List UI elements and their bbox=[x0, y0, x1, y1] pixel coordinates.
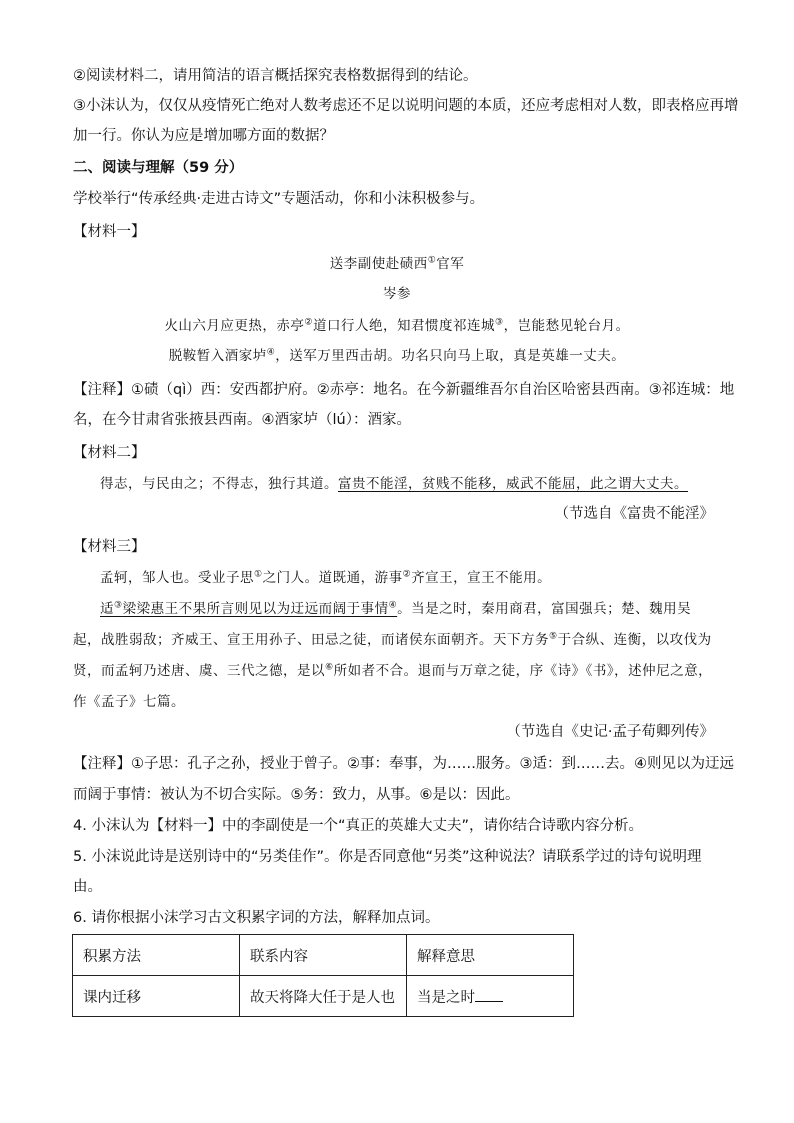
underlined-sentence bbox=[100, 601, 397, 617]
footnote-marker: ④ bbox=[388, 600, 398, 611]
poem-title-text: 送李副使赴碛西 bbox=[329, 256, 428, 272]
meaning-phrase: 当是之时 bbox=[417, 989, 475, 1006]
table-header-cell: 积累方法 bbox=[73, 935, 240, 976]
passage-text: 于合纵、连衡，以攻伐为 bbox=[557, 632, 712, 648]
material-3-label: 【材料三】 bbox=[73, 539, 146, 555]
poem-text: 脱鞍暂入酒家垆 bbox=[168, 348, 267, 364]
question-4: 4. 小沫认为【材料一】中的李副使是一个“真正的英雄大丈夫”，请你结合诗歌内容分析。 bbox=[73, 818, 643, 834]
footnote-marker: ④ bbox=[266, 347, 276, 358]
footnote-marker: ③ bbox=[114, 600, 123, 611]
poem-text: 火山六月应更热，赤亭 bbox=[164, 318, 305, 334]
passage-text: 孟轲，邹人也。受业子思 bbox=[100, 570, 254, 586]
footnote-marker: ⑤ bbox=[549, 631, 558, 642]
table-header-cell: 解释意思 bbox=[407, 935, 574, 976]
passage-text: 所如者不合。退而与万章之徒，序《诗》《书》，述仲尼之意， bbox=[333, 663, 713, 679]
answer-blank[interactable] bbox=[475, 987, 503, 1002]
passage-text: 适 bbox=[100, 601, 114, 617]
footnote-marker: ① bbox=[427, 255, 437, 266]
table-row bbox=[73, 976, 574, 1017]
poet-name: 岑参 bbox=[383, 286, 411, 302]
poem-title-tail: 官军 bbox=[436, 256, 465, 272]
table-cell-method: 课内迁移 bbox=[73, 976, 240, 1017]
table-cell-content: 故天将降大任于是人也 bbox=[240, 976, 407, 1017]
question-6: 6. 请你根据小沫学习古文积累字词的方法，解释加点词。 bbox=[73, 910, 440, 926]
table-cell-meaning bbox=[407, 976, 574, 1017]
material-1-notes-line2: 名，在今甘肃省张掖县西南。④酒家垆（lú）：酒家。 bbox=[73, 412, 411, 428]
question-3-2: ②阅读材料二，请用简洁的语言概括探究表格数据得到的结论。 bbox=[73, 68, 478, 84]
vocabulary-table bbox=[72, 934, 574, 1017]
table-header-cell: 联系内容 bbox=[240, 935, 407, 976]
passage-text: 齐宣王，宣王不能用。 bbox=[411, 570, 552, 586]
material-3-source: （节选自《史记·孟子荀卿列传》 bbox=[506, 724, 714, 740]
question-5-line1: 5. 小沫说此诗是送别诗中的“另类佳作”。你是否同意他“另类”这种说法？请联系学过的诗句说明理 bbox=[73, 849, 702, 865]
section-heading: 二、阅读与理解（59 分） bbox=[73, 160, 244, 176]
passage-text: 贤，而孟轲乃述唐、虞、三代之德，是以 bbox=[73, 663, 325, 679]
passage-text: 之门人。道既通，游事 bbox=[262, 570, 403, 586]
poem-text: 道口行人绝，知君惯度祁连城 bbox=[313, 318, 495, 334]
passage-text: 。当是之时，秦用商君，富国强兵；楚、魏用吴 bbox=[397, 601, 692, 617]
poem-text: ，送军万里西击胡。功名只向马上取，真是英雄一丈夫。 bbox=[275, 348, 626, 364]
material-1-label: 【材料一】 bbox=[73, 224, 146, 240]
table-header-row bbox=[73, 935, 574, 976]
material-2-underlined: 富贵不能淫，贫贱不能移，威武不能屈，此之谓大丈夫。 bbox=[338, 476, 688, 492]
material-3-line-4 bbox=[73, 661, 712, 681]
material-3-notes-line2: 而阔于事情：被认为不切合实际。⑤务：致力，从事。⑥是以：因此。 bbox=[73, 787, 520, 803]
poem-line-1 bbox=[0, 316, 794, 336]
material-1-notes-line1: 【注释】①碛（qì）西：安西都护府。②赤亭：地名。在今新疆维吾尔自治区哈密县西南。③祁连城：地 bbox=[73, 382, 735, 398]
poem-text: ，岂能愁见轮台月。 bbox=[503, 318, 630, 334]
material-3-line-3 bbox=[73, 630, 712, 650]
material-3-line-5: 作《孟子》七篇。 bbox=[73, 694, 185, 710]
section-intro: 学校举行“传承经典·走进古诗文”专题活动，你和小沫积极参与。 bbox=[73, 191, 485, 207]
question-3-3-line2: 加一行。你认为应是增加哪方面的数据？ bbox=[73, 128, 334, 144]
question-5-line2: 由。 bbox=[73, 879, 102, 895]
material-3-notes-line1: 【注释】①子思：孔子之孙，授业于曾子。②事：奉事，为……服务。③适：到……去。④则见以为迂远 bbox=[73, 756, 734, 772]
passage-text: 起，战胜弱敌；齐威王、宣王用孙子、田忌之徒，而诸侯东面朝齐。天下方务 bbox=[73, 632, 549, 648]
material-2-source: （节选自《富贵不能淫》 bbox=[554, 506, 714, 522]
question-3-3-line1: ③小沫认为，仅仅从疫情死亡绝对人数考虑还不足以说明问题的本质，还应考虑相对人数，即表格应再增 bbox=[73, 98, 739, 114]
material-2-label: 【材料二】 bbox=[73, 445, 146, 461]
material-2-text bbox=[100, 474, 688, 494]
footnote-marker: ② bbox=[402, 569, 412, 580]
material-3-para-2 bbox=[100, 599, 691, 619]
footnote-marker: ① bbox=[254, 569, 263, 580]
passage-text: 梁梁惠王不果所言则见以为迂远而阔于事情 bbox=[122, 601, 389, 617]
footnote-marker: ⑥ bbox=[325, 662, 334, 673]
footnote-marker: ② bbox=[304, 317, 313, 328]
poem-title bbox=[0, 254, 794, 274]
material-3-para-1 bbox=[100, 568, 551, 588]
material-2-plain: 得志，与民由之；不得志，独行其道。 bbox=[100, 476, 338, 492]
poem-line-2 bbox=[0, 346, 794, 366]
footnote-marker: ③ bbox=[495, 317, 504, 328]
